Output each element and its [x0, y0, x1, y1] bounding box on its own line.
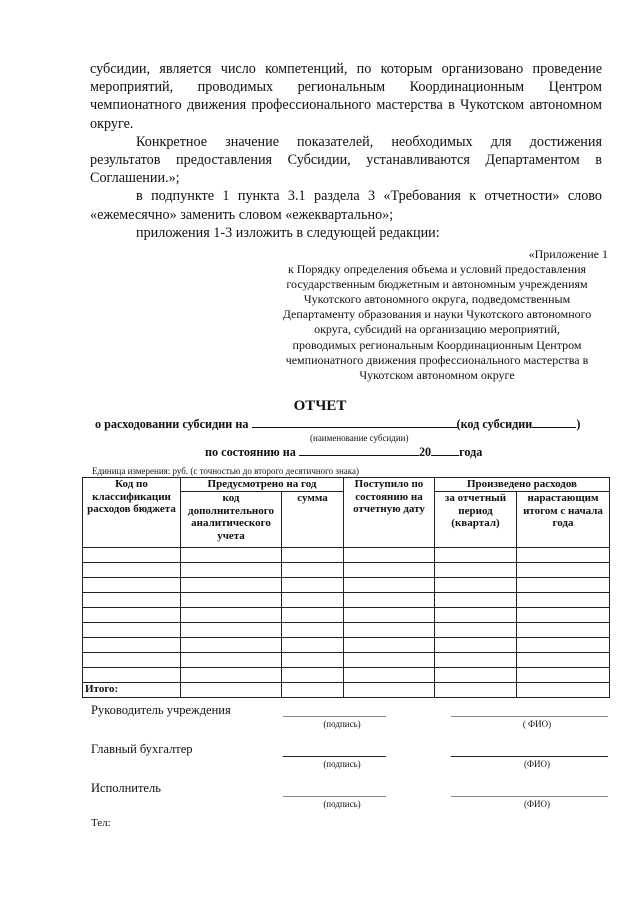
header-spent-cumulative: нарастающим итогом с начала года	[517, 492, 610, 548]
header-planned-code: код дополнительного аналитического учета	[181, 492, 282, 548]
sig-accountant-name-hint: (ФИО)	[523, 759, 551, 769]
subsidy-name-hint: (наименование субсидии)	[310, 433, 409, 443]
subsidy-label: о расходовании субсидии на	[95, 417, 249, 431]
table-row	[83, 578, 610, 593]
appendix-line: чемпионатного движения профессионального мастерства в	[285, 352, 589, 367]
appendix-line: государственным бюджетным и автономным учреждениям	[286, 277, 588, 292]
appendix-line: Чукотского автономного округа, подведомственным	[303, 292, 571, 307]
subsidy-code-blank[interactable]	[532, 416, 576, 428]
sig-head-sign-line[interactable]	[283, 716, 386, 717]
report-table	[82, 477, 610, 698]
tel-label: Тел:	[91, 817, 111, 829]
sig-executor-sign-hint: (подпись)	[323, 799, 361, 809]
sig-head-name-hint: ( ФИО)	[522, 719, 552, 729]
year-suffix: года	[459, 445, 483, 459]
sig-head-sign-hint: (подпись)	[323, 719, 361, 729]
unit-note: Единица измерения: руб. (с точностью до второго десятичного знака)	[92, 466, 359, 476]
sig-executor-name-line[interactable]	[451, 796, 608, 797]
table-header-row	[83, 478, 610, 492]
sig-accountant-sign-line[interactable]	[283, 756, 386, 757]
date-blank[interactable]	[299, 444, 419, 456]
body-text	[90, 60, 602, 242]
sig-executor-name-hint: (ФИО)	[523, 799, 551, 809]
sig-accountant-sign-hint: (подпись)	[323, 759, 361, 769]
table-row	[83, 668, 610, 683]
appendix-line: к Порядку определения объема и условий предоставления	[287, 262, 587, 277]
table-row	[83, 548, 610, 563]
report-date-line	[205, 444, 482, 460]
date-label: по состоянию на	[205, 445, 296, 459]
sig-accountant-name-line[interactable]	[451, 756, 608, 757]
sig-head-name-line[interactable]	[451, 716, 608, 717]
year-blank[interactable]	[431, 444, 459, 456]
table-total-row	[83, 683, 610, 698]
total-label: Итого:	[83, 683, 181, 698]
header-planned-sum: сумма	[282, 492, 344, 548]
year-prefix: 20	[418, 445, 432, 459]
sig-executor-sign-line[interactable]	[283, 796, 386, 797]
subsidy-name-blank[interactable]	[252, 416, 457, 428]
paragraph-subsidy-indicator: субсидии, является число компетенций, по которым организовано проведение мероприятий, проводимых региональным Координационным Центром чемпионатного движения профессионального мастерства в Чукотском автономном округе.	[90, 61, 602, 132]
table-row	[83, 608, 610, 623]
header-spent: Произведено расходов	[435, 478, 610, 492]
header-budget-code: Код по классификации расходов бюджета	[83, 478, 181, 548]
appendix-line: Департаменту образования и науки Чукотского автономного	[282, 307, 592, 322]
appendix-line: Чукотском автономном округе	[359, 367, 515, 382]
report-title: ОТЧЕТ	[293, 398, 347, 414]
subsidy-code-label: (код субсидии	[456, 417, 533, 431]
header-spent-period: за отчетный период (квартал)	[435, 492, 517, 548]
paragraph-reporting-change: в подпункте 1 пункта 3.1 раздела 3 «Требования к отчетности» слово «ежемесячно» заменить словом «ежеквартально»;	[90, 188, 602, 223]
table-row	[83, 653, 610, 668]
appendix-line: проводимых региональным Координационным Центром	[292, 337, 582, 352]
report-subsidy-line	[95, 416, 580, 432]
table-row	[83, 638, 610, 653]
sig-executor-label: Исполнитель	[91, 781, 161, 795]
appendix-header	[262, 247, 612, 383]
sig-accountant-label: Главный бухгалтер	[91, 742, 193, 756]
header-received: Поступило по состоянию на отчетную дату	[344, 478, 435, 548]
subsidy-code-close: )	[576, 417, 581, 431]
header-planned: Предусмотрено на год	[181, 478, 344, 492]
appendix-line: «Приложение 1	[528, 247, 608, 261]
paragraph-indicator-values: Конкретное значение показателей, необходимых для достижения результатов предоставления Субсидии, устанавливаются Департаментом в Соглашении.»;	[90, 133, 602, 187]
paragraph-appendices: приложения 1-3 изложить в следующей редакции:	[136, 224, 440, 241]
table-row	[83, 563, 610, 578]
table-row	[83, 623, 610, 638]
sig-head-label: Руководитель учреждения	[91, 703, 231, 717]
appendix-line: округа, субсидий на организацию мероприятий,	[314, 322, 560, 337]
table-row	[83, 593, 610, 608]
